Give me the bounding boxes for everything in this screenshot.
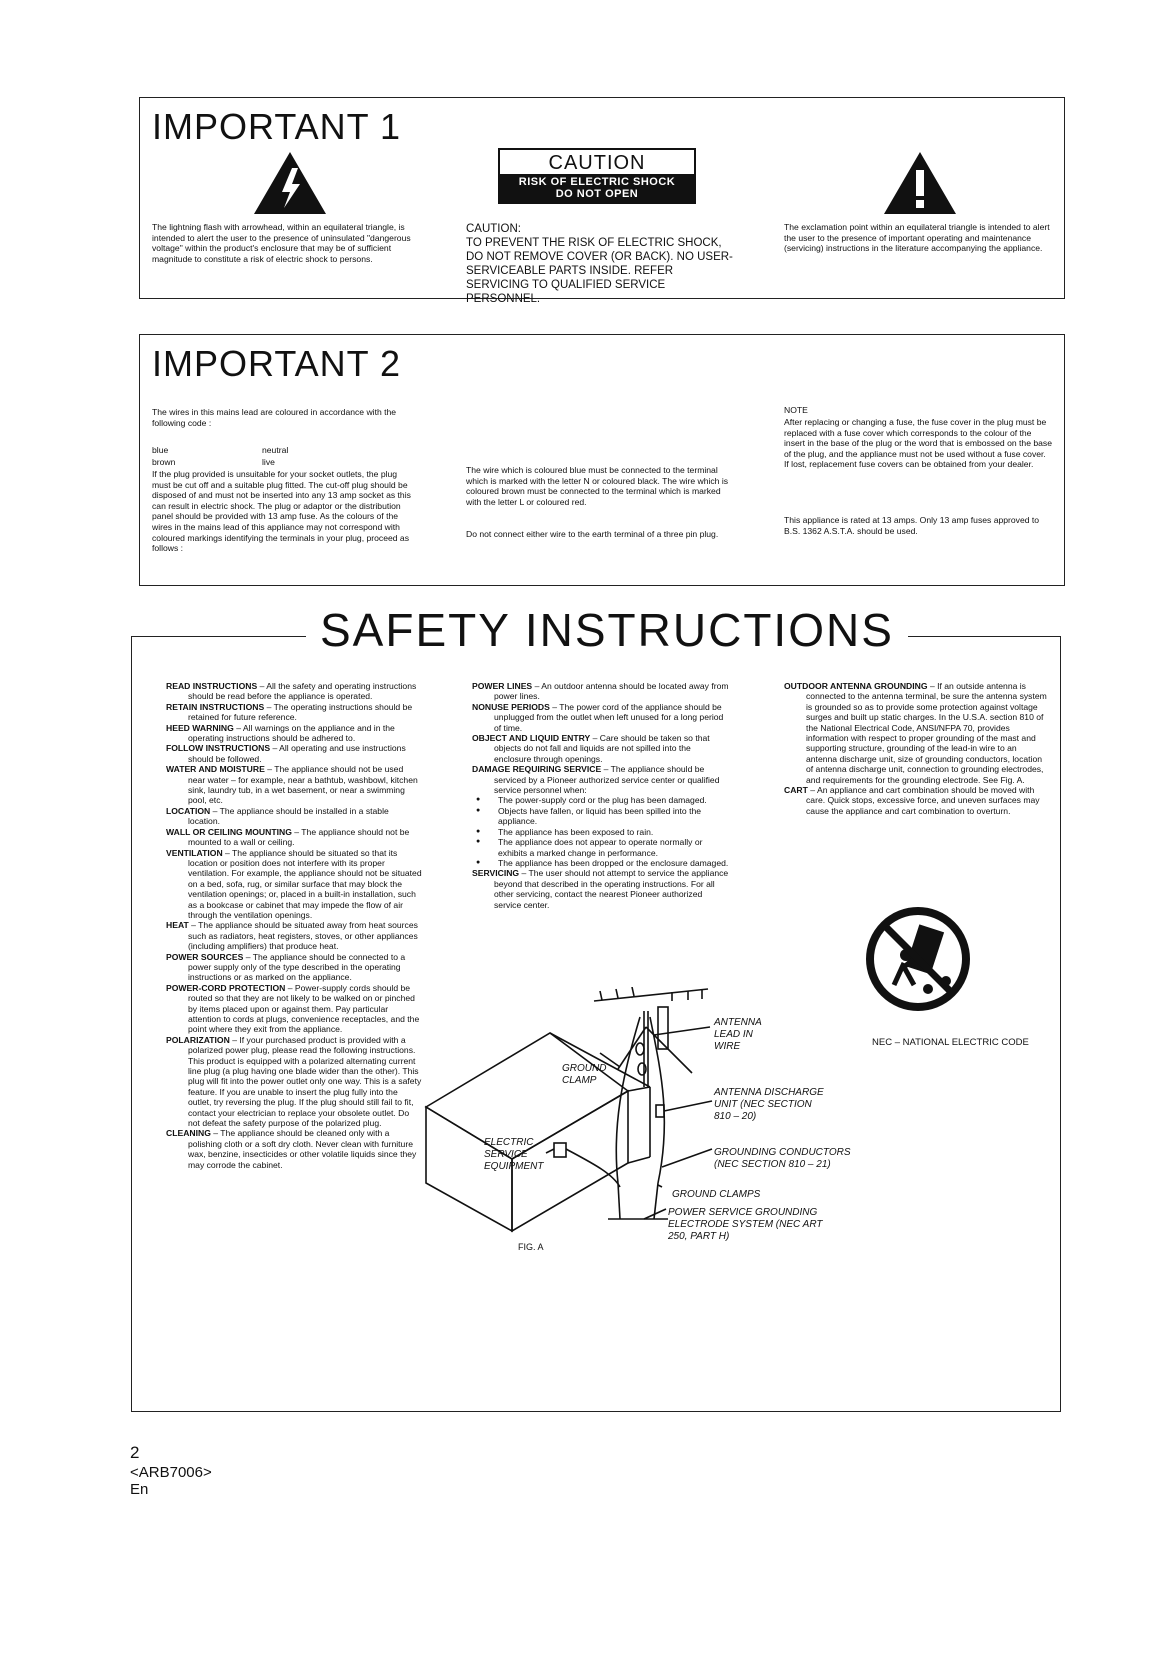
language-code: En	[130, 1481, 149, 1498]
safety-item-heading: CLEANING	[166, 1128, 211, 1139]
safety-column-1	[166, 681, 422, 1170]
safety-item	[166, 764, 422, 806]
safety-item-text: – The appliance should not be used near water – for example, near a bathtub, washbowl, kitchen sink, laundry tub, in a wet basement, or near a swimming pool, etc.	[188, 764, 418, 806]
safety-item-text: – The power cord of the appliance should be unplugged from the outlet when left unused for a long period of time.	[494, 701, 724, 733]
safety-item-text: – The appliance should be serviced by a Pioneer authorized service center or qualified service personnel when:	[494, 764, 720, 796]
safety-item-heading: READ INSTRUCTIONS	[166, 681, 258, 691]
safety-item-heading: POLARIZATION	[166, 1034, 230, 1045]
safety-item-text: – All operating and use instructions should be followed.	[188, 743, 406, 764]
safety-item-heading: WATER AND MOISTURE	[166, 764, 265, 775]
cart-warning-icon	[864, 905, 972, 1013]
safety-item-heading: DAMAGE REQUIRING SERVICE	[472, 764, 602, 775]
label-discharge-unit: ANTENNA DISCHARGE UNIT (NEC SECTION 810 – 20)	[714, 1087, 824, 1122]
safety-item-text: – The appliance should be cleaned only with a polishing cloth or a soft dry cloth. Never clean with furniture wax, benzine, insecticides or other volatile liquids since they may corrode the cabinet.	[188, 1128, 417, 1170]
safety-item-heading: POWER SOURCES	[166, 951, 244, 962]
safety-item-text: – If an outside antenna is connected to the antenna terminal, be sure the antenna system is grounded so as to provide some protection against voltage surges and built up static charges. In the U.S.A. section 810 of the National Electrical Code, ANSI/NFPA 70, provides information with respect to proper grounding of the mast and supporting structure, grounding of the lead-in wire to an antenna discharge unit, size of grounding conductors, location of antenna discharge unit, connection to grounding electrodes, and requirements for the grounding electrode. See Fig. A.	[806, 681, 1047, 785]
safety-item	[166, 681, 422, 702]
risk-line-2: DO NOT OPEN	[555, 188, 639, 200]
page-number: 2	[130, 1443, 140, 1462]
fuse-rating-text: This appliance is rated at 13 amps. Only 13 amp fuses approved to B.S. 1362 A.S.T.A. should be used.	[784, 515, 1040, 536]
safety-item	[472, 868, 730, 910]
safety-item-text: – Care should be taken so that objects do not fall and liquids are not spilled into the enclosure through openings.	[494, 733, 710, 764]
safety-item-text: – The user should not attempt to service the appliance beyond that described in the operating instructions. For all other servicing, contact the nearest Pioneer authorized service center.	[494, 868, 729, 910]
safety-item	[166, 743, 422, 764]
damage-bullet-list	[472, 795, 730, 868]
safety-item	[472, 702, 730, 733]
label-power-service: POWER SERVICE GROUNDING ELECTRODE SYSTEM (NEC ART 250, PART H)	[668, 1207, 823, 1242]
safety-item-text: – The appliance should be situated so that its location or position does not interfere with its proper ventilation. For example, the appliance should not be situated on a bed, sofa, rug, or similar surface that may block the ventilation openings; or, placed in a built-in installation, such as a bookcase or cabinet that may impede the flow of air through the ventilation openings.	[188, 847, 422, 920]
safety-column-3	[784, 681, 1048, 816]
safety-item-heading: POWER-CORD PROTECTION	[166, 982, 286, 993]
document-code: <ARB7006>	[130, 1464, 212, 1481]
safety-item-text: – The appliance should be situated away from heat sources such as radiators, heat registers, stoves, or other appliances (including amplifiers) that produce heat.	[188, 920, 418, 952]
safety-item-text: – If your purchased product is provided with a polarized power plug, please read the following instructions. This product is equipped with a polarized alternating current line plug (a plug having one blade wider than the other). This plug will fit into the power outlet only one way. This is a safety feature. If you are unable to insert the plug fully into the outlet, try reversing the plug. If the plug should still fail to fit, contact your electrician to replace your obsolete outlet. Do not defeat the safety purpose of the polarized plug.	[188, 1034, 422, 1129]
safety-item-text: – The appliance should be installed in a stable location.	[188, 805, 389, 827]
label-ground-clamps: GROUND CLAMPS	[672, 1189, 761, 1200]
safety-item	[166, 827, 422, 848]
lightning-explanation: The lightning flash with arrowhead, within an equilateral triangle, is intended to alert the user to the presence of uninsulated "dangerous voltage" within the product's enclosure that may be of sufficient magnitude to constitute a risk of electric shock to persons.	[152, 222, 411, 264]
safety-item-heading: OUTDOOR ANTENNA GROUNDING	[784, 681, 928, 691]
safety-item-heading: NONUSE PERIODS	[472, 701, 550, 712]
lightning-warning-icon	[252, 150, 328, 216]
damage-bullet: ● The appliance has been dropped or the enclosure damaged.	[476, 858, 730, 868]
safety-item-text: – An appliance and cart combination should be moved with care. Quick stops, excessive force, and uneven surfaces may cause the appliance and cart combination to overturn.	[806, 785, 1040, 816]
safety-item-heading: WALL OR CEILING MOUNTING	[166, 826, 292, 837]
safety-item-text: – All the safety and operating instructions should be read before the appliance is operated.	[188, 681, 417, 702]
code-blue: blue	[152, 445, 169, 455]
wire-connection-text: The wire which is coloured blue must be connected to the terminal which is marked with the letter N or coloured black. The wire which is coloured brown must be connected to the terminal which is marked with the letter L or coloured red.	[466, 465, 729, 507]
note-text: After replacing or changing a fuse, the fuse cover in the plug must be replaced with a fuse cover which corresponds to the colour of the insert in the base of the plug or the word that is embossed on the base of the plug, and the appliance must not be used without a fuse cover. If lost, replacement fuse covers can be obtained from your dealer.	[784, 417, 1053, 470]
safety-item-heading: OBJECT AND LIQUID ENTRY	[472, 733, 591, 744]
damage-bullet: ● The appliance does not appear to operate normally or exhibits a marked change in performance.	[476, 837, 730, 858]
safety-item	[166, 952, 422, 983]
safety-item	[784, 681, 1048, 785]
damage-bullet: ● Objects have fallen, or liquid has been spilled into the appliance.	[476, 806, 730, 827]
safety-item-heading: POWER LINES	[472, 681, 533, 691]
safety-item-text: – The operating instructions should be retained for future reference.	[188, 701, 413, 723]
label-grounding-conductors: GROUNDING CONDUCTORS (NEC SECTION 810 – 21)	[714, 1147, 851, 1170]
safety-item-heading: RETAIN INSTRUCTIONS	[166, 701, 265, 712]
note-heading: NOTE	[784, 405, 808, 415]
nec-label: NEC – NATIONAL ELECTRIC CODE	[872, 1037, 1029, 1048]
important-2-box	[139, 334, 1065, 586]
safety-item	[166, 1128, 422, 1170]
safety-item	[166, 1035, 422, 1129]
important-1-box	[139, 97, 1065, 305]
safety-item-heading: HEED WARNING	[166, 722, 234, 733]
caution-label: CAUTION	[548, 152, 646, 174]
figure-caption: FIG. A	[518, 1242, 544, 1252]
safety-item	[472, 733, 730, 764]
damage-bullet: ● The power-supply cord or the plug has been damaged.	[476, 795, 730, 805]
safety-item	[784, 785, 1048, 816]
safety-item-text: – The appliance should be connected to a power supply only of the type described in the operating instructions or as marked on the appliance.	[188, 951, 406, 983]
safety-item	[166, 702, 422, 723]
safety-item-heading: VENTILATION	[166, 847, 223, 858]
safety-item-heading: FOLLOW INSTRUCTIONS	[166, 743, 271, 754]
important-1-title: IMPORTANT 1	[152, 106, 402, 147]
safety-item-heading: CART	[784, 785, 808, 796]
label-electric-service: ELECTRIC SERVICE EQUIPMENT	[484, 1137, 544, 1172]
caution-heading: CAUTION:	[466, 223, 521, 235]
safety-item	[166, 920, 422, 951]
safety-item	[472, 764, 730, 795]
safety-item	[166, 806, 422, 827]
safety-item-text: – Power-supply cords should be routed so that they are not likely to be walked on or pinched by items placed upon or against them. Pay particular attention to cords at plugs, convenience receptacles, and the point where they exit from the appliance.	[188, 982, 420, 1035]
risk-line-1: RISK OF ELECTRIC SHOCK	[518, 176, 676, 188]
damage-bullet: ● The appliance has been exposed to rain.	[476, 827, 730, 837]
exclamation-warning-icon	[882, 150, 958, 216]
exclamation-explanation: The exclamation point within an equilateral triangle is intended to alert the user to the presence of important operating and maintenance (servicing) instructions in the literature accompanying the appliance.	[784, 222, 1050, 254]
caution-text: TO PREVENT THE RISK OF ELECTRIC SHOCK, DO NOT REMOVE COVER (OR BACK). NO USER-SERVICEABLE PARTS INSIDE. REFER SERVICING TO QUALIFIED SERVICE PERSONNEL.	[466, 237, 733, 305]
safety-item	[472, 681, 730, 702]
safety-item	[166, 723, 422, 744]
safety-item	[166, 983, 422, 1035]
code-neutral: neutral	[262, 445, 289, 455]
safety-item-text: – The appliance should not be mounted to a wall or ceiling.	[188, 826, 410, 848]
plug-instructions: If the plug provided is unsuitable for your socket outlets, the plug must be cut off and a suitable plug fitted. The cut-off plug should be disposed of and must not be inserted into any 13 amp socket as this can result in electric shock. The plug or adaptor or the distribution panel should be provided with 13 amp fuse. As the colours of the wires in the mains lead of this appliance may not correspond with coloured markings identifying the terminals in your plug, proceed as follows :	[152, 469, 411, 554]
safety-item-text: – All warnings on the appliance and in the operating instructions should be adhered to.	[188, 722, 395, 744]
earth-terminal-warning: Do not connect either wire to the earth terminal of a three pin plug.	[466, 529, 719, 539]
risk-banner	[500, 174, 694, 202]
safety-instructions-box	[131, 604, 1061, 1412]
safety-item	[166, 848, 422, 921]
safety-item-heading: HEAT	[166, 920, 189, 931]
wire-code-intro: The wires in this mains lead are coloured in accordance with the following code :	[152, 407, 397, 428]
safety-column-2	[472, 681, 730, 910]
label-antenna-lead: ANTENNA LEAD IN WIRE	[714, 1017, 762, 1052]
important-2-title: IMPORTANT 2	[152, 343, 402, 384]
safety-item-text: – An outdoor antenna should be located away from power lines.	[494, 681, 729, 702]
code-brown: brown	[152, 457, 176, 467]
caution-label-box	[498, 148, 696, 204]
label-ground-clamp: GROUND CLAMP	[562, 1063, 607, 1086]
safety-item-heading: SERVICING	[472, 868, 520, 879]
safety-item-heading: LOCATION	[166, 805, 211, 816]
safety-title: SAFETY INSTRUCTIONS	[306, 603, 908, 657]
code-live: live	[262, 457, 275, 467]
